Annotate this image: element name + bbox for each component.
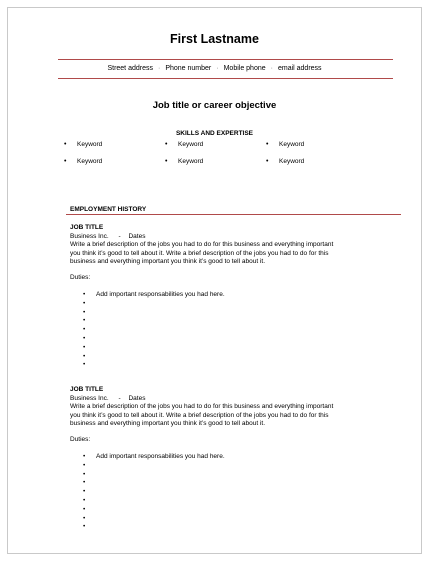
duty-item <box>83 523 403 532</box>
header-bottom-rule <box>58 78 393 79</box>
job-title: JOB TITLE <box>70 224 104 231</box>
duty-item: • Add important responsabilities you had here. <box>83 453 225 460</box>
duty-item <box>83 344 403 353</box>
duty-item <box>83 506 403 515</box>
bullet: • <box>266 158 269 165</box>
duty-item <box>83 479 403 488</box>
employment-rule <box>66 214 401 215</box>
skill-keyword: • Keyword <box>266 158 305 165</box>
duty-item <box>83 462 403 471</box>
duty-item <box>83 326 403 335</box>
duty-item <box>83 497 403 506</box>
bullet: • <box>83 488 86 496</box>
duty-item <box>83 515 403 524</box>
employment-heading: EMPLOYMENT HISTORY <box>70 206 147 213</box>
contact-line <box>8 65 421 72</box>
contact-separator: · <box>157 65 161 72</box>
duty-item <box>83 361 403 370</box>
duty-item <box>83 300 403 309</box>
duty-item: • Add important responsabilities you had here. <box>83 291 225 298</box>
company-dates-dash: - <box>118 394 121 402</box>
bullet: • <box>83 461 86 469</box>
duties-list <box>83 453 403 532</box>
mobile-phone: Mobile phone <box>223 65 266 72</box>
company-name: Business Inc. <box>70 394 109 402</box>
skills-heading: SKILLS AND EXPERTISE <box>175 130 254 137</box>
bullet: • <box>83 453 86 460</box>
bullet: • <box>83 299 86 307</box>
duty-item <box>83 353 403 362</box>
job-description-line: business and everything important you think it’s good to tell about it. <box>70 258 265 265</box>
job-entry <box>70 224 410 267</box>
bullet: • <box>83 291 86 298</box>
bullet: • <box>165 158 168 165</box>
bullet: • <box>83 496 86 504</box>
skill-keyword: • Keyword <box>64 141 103 148</box>
bullet: • <box>83 523 86 531</box>
skill-keyword: • Keyword <box>64 158 103 165</box>
job-description-line: Write a brief description of the jobs you had to do for this business and everything important <box>70 241 334 248</box>
duty-item <box>83 488 403 497</box>
job-description-line: Write a brief description of the jobs you had to do for this business and everything important <box>70 403 334 410</box>
bullet: • <box>83 308 86 316</box>
job-description-line: you think it’s good to tell about it. Write a brief description of the jobs you had to do for this <box>70 411 329 419</box>
job-company-dates <box>70 395 410 404</box>
duties-label: Duties: <box>70 274 91 281</box>
bullet: • <box>64 158 67 165</box>
bullet: • <box>83 326 86 334</box>
duties-label: Duties: <box>70 436 91 443</box>
bullet: • <box>83 505 86 513</box>
duties-list <box>83 291 403 370</box>
job-description-line: business and everything important you think it’s good to tell about it. <box>70 420 265 427</box>
skill-keyword: • Keyword <box>165 141 204 148</box>
contact-separator: · <box>270 65 273 72</box>
header-top-rule <box>58 59 393 60</box>
resume-name: First Lastname <box>170 32 259 46</box>
resume-page <box>7 7 422 554</box>
bullet: • <box>83 470 86 478</box>
bullet: • <box>83 361 86 369</box>
company-name: Business Inc. <box>70 232 109 240</box>
bullet: • <box>83 343 86 351</box>
duty-item <box>83 317 403 326</box>
phone-number: Phone number <box>165 65 212 72</box>
duty-item <box>83 335 403 344</box>
duty-item <box>83 309 403 318</box>
bullet: • <box>83 514 86 522</box>
bullet: • <box>83 352 86 360</box>
job-entry <box>70 386 410 429</box>
bullet: • <box>83 317 86 325</box>
job-dates: Dates <box>128 232 146 240</box>
bullet: • <box>83 479 86 487</box>
job-title: JOB TITLE <box>70 386 104 393</box>
bullet: • <box>266 141 269 148</box>
bullet: • <box>165 141 168 148</box>
skill-keyword: • Keyword <box>266 141 305 148</box>
email-address: email address <box>277 65 322 72</box>
bullet: • <box>83 334 86 342</box>
company-dates-dash: - <box>118 232 121 240</box>
job-description-line: you think it’s good to tell about it. Write a brief description of the jobs you had to do for this <box>70 249 329 257</box>
contact-separator: · <box>216 65 219 72</box>
bullet: • <box>64 141 67 148</box>
job-company-dates <box>70 233 410 242</box>
career-objective: Job title or career objective <box>152 100 277 111</box>
street-address: Street address <box>107 65 153 72</box>
duty-item <box>83 471 403 480</box>
skill-keyword: • Keyword <box>165 158 204 165</box>
job-dates: Dates <box>128 394 146 402</box>
